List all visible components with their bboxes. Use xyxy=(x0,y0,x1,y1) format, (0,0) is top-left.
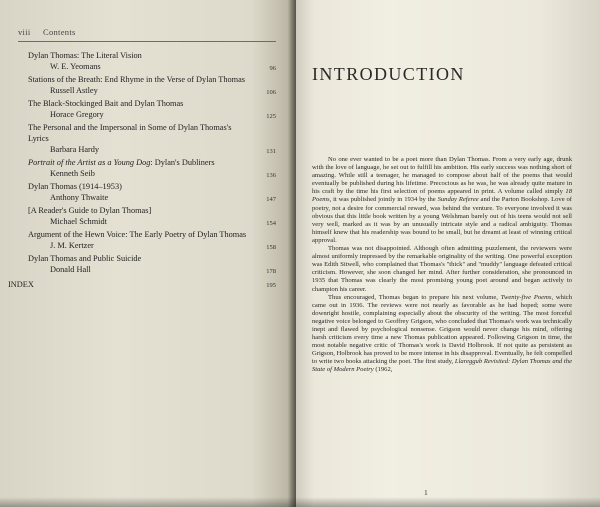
text-run: Thus encouraged, Thomas began to prepare his next volume, xyxy=(328,293,501,301)
toc-index-page: 195 xyxy=(266,282,276,289)
toc-entry xyxy=(28,98,278,120)
toc-entry xyxy=(28,122,278,155)
left-page xyxy=(0,0,296,507)
text-run: Thomas was not disappointed. Although often admitting puzzlement, the reviewers were almost uniformly impressed by the remarkable originality of the writing. One powerful exception was Edith Sitwell, who complained that Thomas's "thick" and "muddy" language defeated critical criticism. However, she soon changed her mind. After further consideration, she pronounced in 1935 that Thomas was clearly the most promising young poet around and began actively to champion his career. xyxy=(312,245,572,293)
toc-entry-author: Horace Gregory xyxy=(50,110,104,119)
toc-entry xyxy=(28,205,278,227)
toc-entry-title-italic: Portrait of the Artist as a Young Dog xyxy=(28,158,151,167)
body-paragraph xyxy=(312,294,572,375)
toc-entry-title: [A Reader's Guide to Dylan Thomas] xyxy=(28,206,152,215)
right-folio: 1 xyxy=(424,488,428,497)
text-run: , it was published jointly in 1934 by the xyxy=(329,196,438,204)
toc-entry-title: Dylan Thomas: The Literal Vision xyxy=(28,51,142,60)
toc-entry-title: Argument of the Hewn Voice: The Early Poetry of Dylan Thomas xyxy=(28,230,247,239)
toc-entry-title: Dylan Thomas and Public Suicide xyxy=(28,254,142,263)
toc-entry xyxy=(28,50,278,72)
toc-entry-title-rest: : Dylan's Dubliners xyxy=(150,158,215,167)
toc-entry-page: 125 xyxy=(266,113,276,120)
body-text xyxy=(312,156,572,375)
toc-entry-author: Anthony Thwaite xyxy=(50,193,109,202)
toc-entry-page: 96 xyxy=(269,65,276,72)
body-paragraph xyxy=(312,156,572,245)
toc-entry xyxy=(28,181,278,203)
toc-entry-author: Donald Hall xyxy=(50,265,91,274)
italic-run: Llareggub Revisited: Dylan Thomas and the State of Modern Poetry xyxy=(312,358,572,374)
left-folio: viii xyxy=(18,27,31,37)
toc-entry-author: W. E. Yeomans xyxy=(50,62,101,71)
table-of-contents xyxy=(8,50,278,290)
toc-entry-title: Stations of the Breath: End Rhyme in the Verse of Dylan Thomas xyxy=(28,75,245,84)
running-head-rule xyxy=(18,41,276,42)
italic-run: Sunday Referee xyxy=(437,196,479,204)
toc-entry xyxy=(28,157,278,179)
toc-entry-title: Dylan Thomas (1914–1953) xyxy=(28,182,122,191)
toc-entry-title xyxy=(28,157,278,168)
right-page xyxy=(296,0,600,507)
text-run: and the Parton Bookshop. Love of poetry, not a desire for commercial reward, was behind the venture. To everyone involved it was obvious that this little book written by a young Welshman barely out of his teens would not sell very well, marked as it was by an unusually intricate style and a radical ambiguity. Thomas himself knew that his readership was bound to be small, but he dreamt at least of winning critical approval. xyxy=(312,196,572,244)
toc-entry-page: 131 xyxy=(266,148,276,155)
running-head-title: Contents xyxy=(42,27,76,37)
toc-entry-title: The Black-Stockinged Bait and Dylan Thomas xyxy=(28,99,184,108)
toc-entry-author: Barbara Hardy xyxy=(50,145,100,154)
toc-entry-title: The Personal and the Impersonal in Some of Dylan Thomas's Lyrics xyxy=(28,123,232,143)
toc-entry-page: 158 xyxy=(266,244,276,251)
text-run: No one ever wanted to be a poet more than Dylan Thomas. From a very early age, drunk with the love of language, he set out to fulfill his ambition. His early success was nothing short of amazing. While still a teenager, he managed to compose about half of the poems that would eventually be published during his lifetime. Precocious as he was, he was already quite mature in his craft by the time his first selection of poems appeared in print. A volume called simply xyxy=(312,156,572,196)
toc-entry-page: 178 xyxy=(266,268,276,275)
toc-entry xyxy=(28,229,278,251)
running-head xyxy=(18,27,278,37)
toc-entry xyxy=(28,74,278,96)
bottom-shadow xyxy=(0,497,600,507)
toc-entry-author: Kenneth Seib xyxy=(50,169,95,178)
italic-run: Twenty-five Poems xyxy=(500,293,552,301)
toc-entry-page: 136 xyxy=(266,172,276,179)
body-paragraph xyxy=(312,245,572,294)
toc-entry-page: 147 xyxy=(266,196,276,203)
toc-index-title: INDEX xyxy=(8,280,34,289)
text-run: , which came out in 1936. The reviews were not nearly as favorable as he had hoped; some were downright hostile, complaining especially about the obscurity of the writing. The most forceful negative voice belonged to Geoffrey Grigson, who concluded that Thomas's work was technically inept and flawed by psychological nonsense. Grigson would never change his mind, offering harsh criticism every time a new Thomas publication appeared. Following Grigson in time, the most notable negative critic of Thomas's work is David Holbrook. If not quite as persistent as Grigson, Holbrook has proved to be more intense in his disapproval. Eventually, he felt compelled to write two books attacking the poet. The first study, xyxy=(312,293,573,366)
italic-run: 18 Poems xyxy=(312,188,572,204)
chapter-title: INTRODUCTION xyxy=(312,64,465,84)
toc-entry-page: 106 xyxy=(266,89,276,96)
text-run: (1962, xyxy=(373,366,393,374)
toc-entry-author: Michael Schmidt xyxy=(50,217,107,226)
toc-entry-author: Russell Astley xyxy=(50,86,98,95)
toc-index-entry xyxy=(8,279,278,290)
toc-entry-page: 154 xyxy=(266,220,276,227)
toc-entry-author: J. M. Kertzer xyxy=(50,241,94,250)
toc-entry xyxy=(28,253,278,275)
